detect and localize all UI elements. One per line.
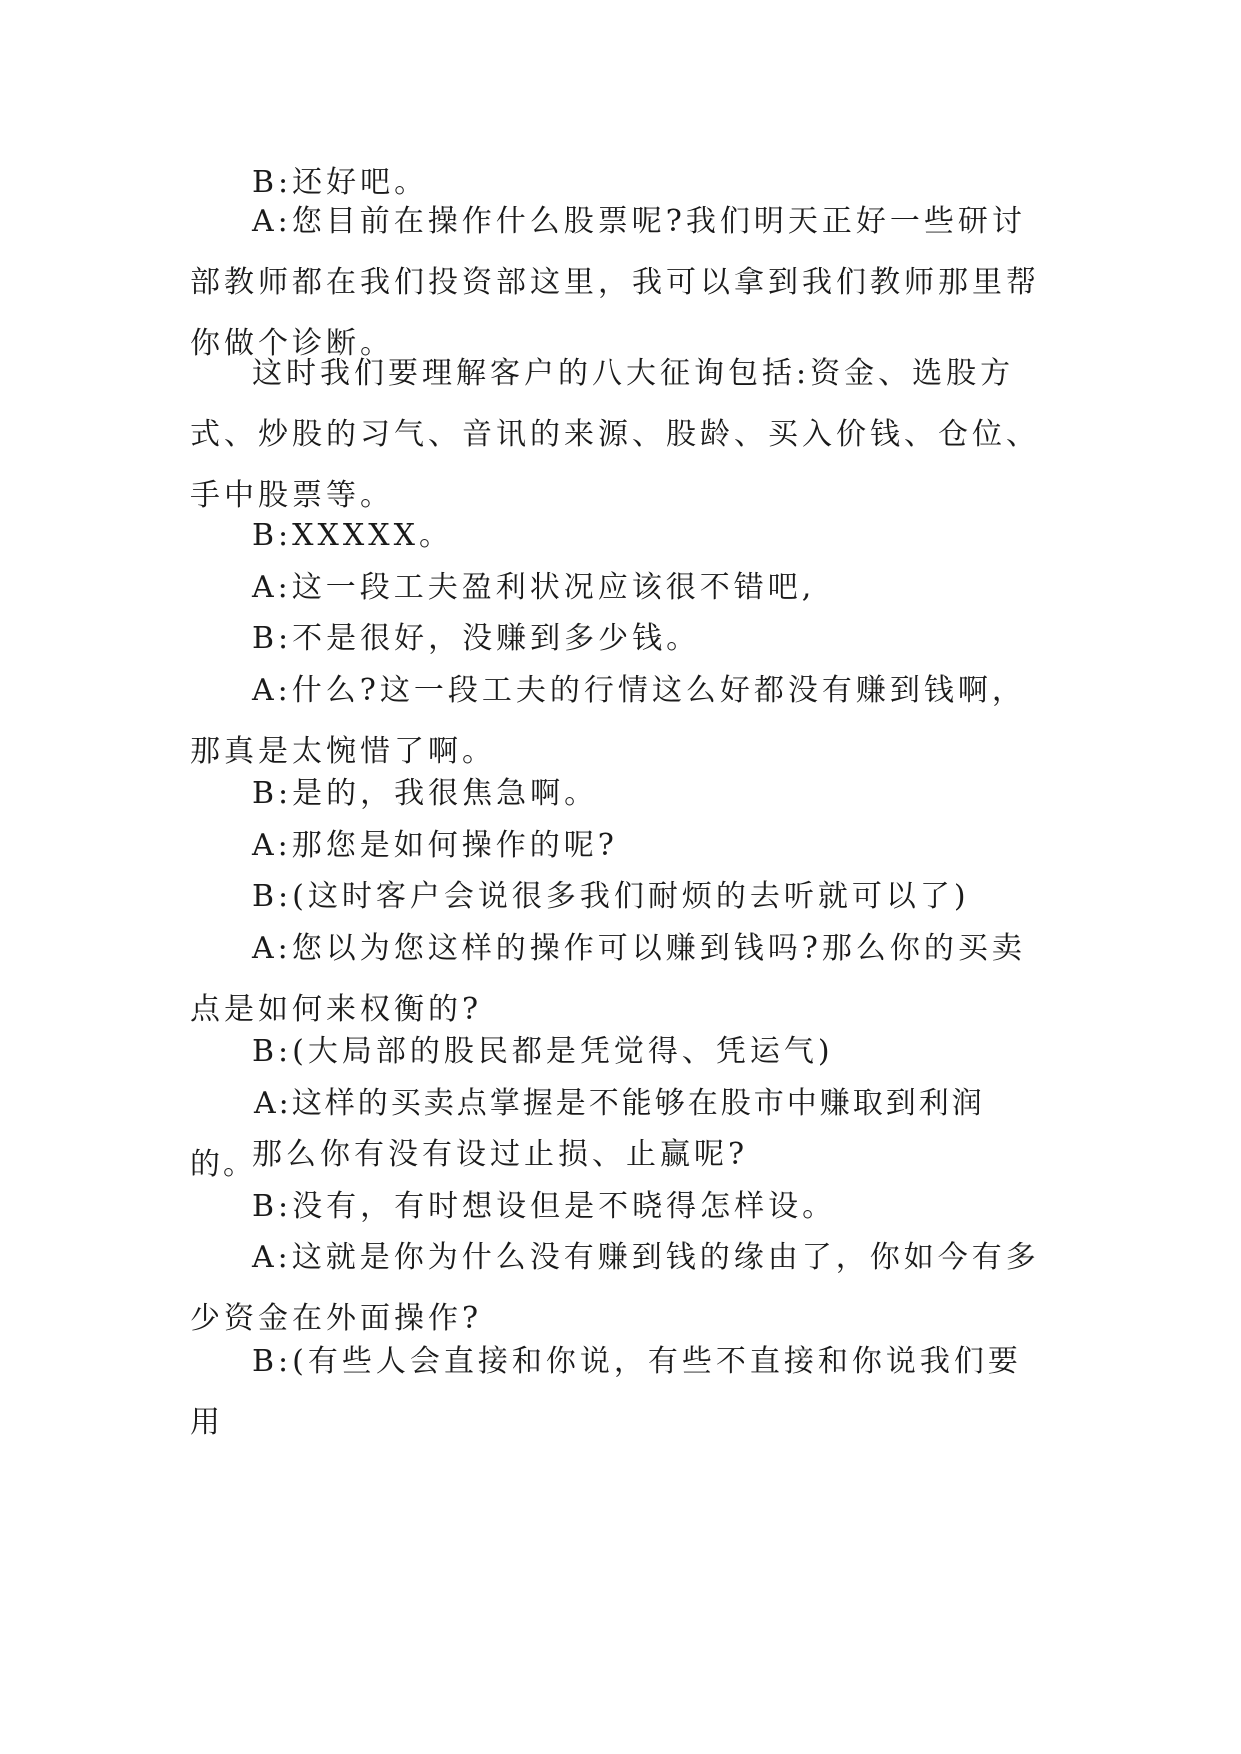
- paragraph-15: B:没有，有时想设但是不晓得怎样设。: [252, 1189, 837, 1224]
- paragraph-10: B:(这时客户会说很多我们耐烦的去听就可以了): [252, 879, 970, 914]
- paragraph-4: B:XXXXX。: [252, 518, 453, 553]
- paragraph-6: B:不是很好，没赚到多少钱。: [252, 621, 701, 656]
- paragraph-5: A:这一段工夫盈利状况应该很不错吧,: [252, 570, 816, 605]
- paragraph-2: A:您目前在操作什么股票呢?我们明天正好一些研讨部教师都在我们投资部这里，我可以拿到我们教师那里帮你做个诊断。: [190, 204, 1040, 361]
- paragraph-3: 这时我们要理解客户的八大征询包括:资金、选股方式、炒股的习气、音讯的来源、股龄、买入价钱、仓位、手中股票等。: [190, 356, 1040, 513]
- paragraph-1: B:还好吧。: [252, 165, 429, 200]
- paragraph-9: A:那您是如何操作的呢?: [252, 828, 618, 863]
- paragraph-17: B:(有些人会直接和你说，有些不直接和你说我们要用: [190, 1344, 1022, 1440]
- paragraph-8: B:是的，我很焦急啊。: [252, 776, 599, 811]
- paragraph-7: A:什么?这一段工夫的行情这么好都没有赚到钱啊，那真是太惋惜了啊。: [190, 673, 1026, 769]
- paragraph-13: A:这样的买卖点掌握是不能够在股市中赚取到利润的。: [190, 1086, 985, 1182]
- paragraph-11: A:您以为您这样的操作可以赚到钱吗?那么你的买卖点是如何来权衡的?: [190, 931, 1026, 1027]
- paragraph-12: B:(大局部的股民都是凭觉得、凭运气): [252, 1034, 834, 1069]
- paragraph-16: A:这就是你为什么没有赚到钱的缘由了，你如今有多少资金在外面操作?: [190, 1240, 1040, 1336]
- paragraph-14: 那么你有没有设过止损、止赢呢?: [252, 1137, 749, 1172]
